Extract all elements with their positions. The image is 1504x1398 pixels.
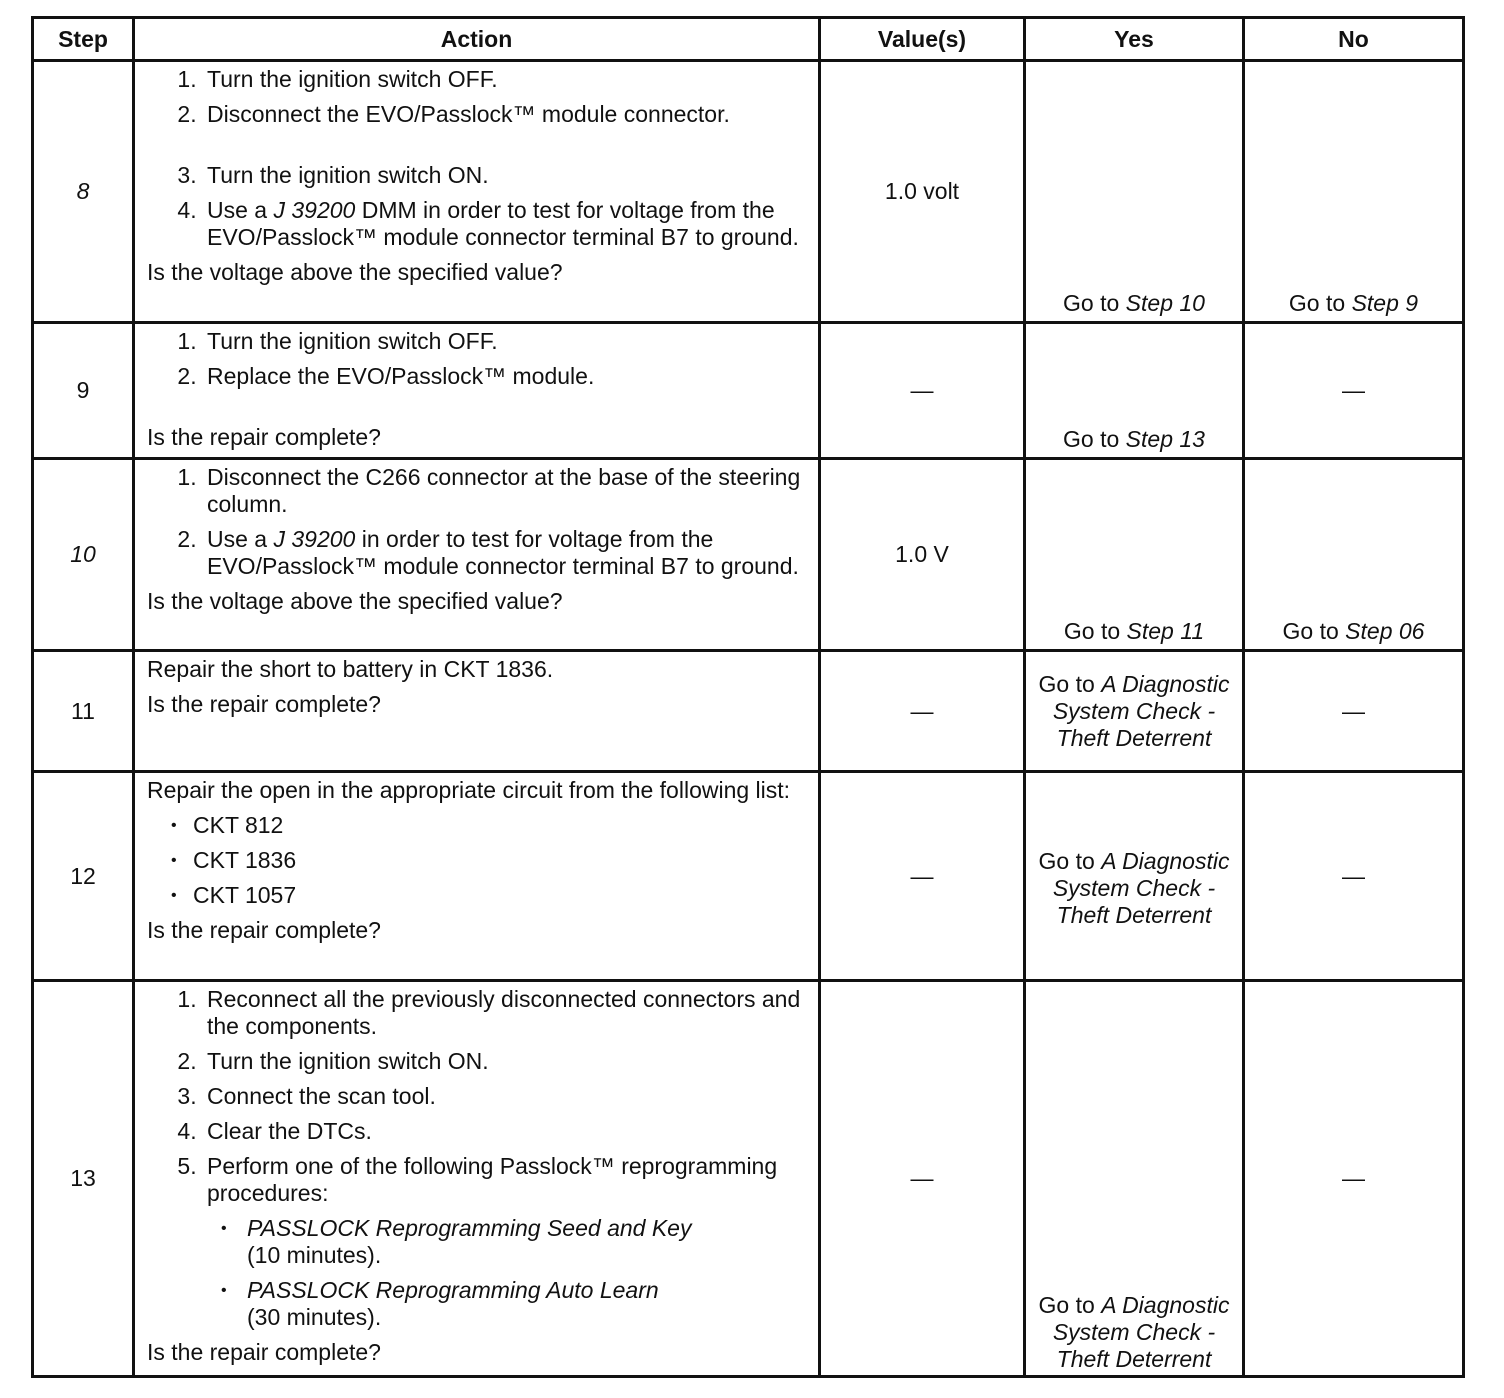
value-cell: —: [820, 651, 1025, 772]
action-item: 1. Disconnect the C266 connector at the base of the steering column.: [203, 464, 806, 518]
header-no: No: [1244, 18, 1464, 61]
value-cell: —: [820, 323, 1025, 459]
header-action: Action: [134, 18, 820, 61]
procedure-link[interactable]: PASSLOCK Reprogramming Auto Learn: [247, 1277, 659, 1303]
yes-cell: Go to A Diagnostic System Check - Theft Deterrent: [1025, 651, 1244, 772]
action-item: 1. Reconnect all the previously disconnected connectors and the components.: [203, 986, 806, 1040]
value-cell: —: [820, 981, 1025, 1377]
step-link[interactable]: A Diagnostic System Check - Theft Deterrent: [1052, 670, 1230, 751]
action-cell: [134, 61, 820, 323]
action-item: 2. Replace the EVO/Passlock™ module.: [203, 363, 806, 390]
step-number: 9: [33, 323, 134, 459]
value-cell: 1.0 V: [820, 459, 1025, 651]
sub-item: • PASSLOCK Reprogramming Seed and Key (10 minutes).: [243, 1215, 806, 1269]
question: Is the repair complete?: [147, 1339, 381, 1365]
action-item: 1. Turn the ignition switch OFF.: [203, 66, 806, 93]
table-row: [33, 323, 1464, 459]
diagnostic-table: [31, 16, 1465, 1378]
action-cell: [134, 459, 820, 651]
action-text: Repair the open in the appropriate circuit from the following list:: [147, 777, 791, 803]
question: Is the voltage above the specified value?: [147, 259, 563, 285]
step-link[interactable]: Step 10: [1125, 290, 1205, 316]
no-cell: —: [1244, 981, 1464, 1377]
question: Is the repair complete?: [147, 424, 381, 450]
no-cell: Go to Step 9: [1244, 61, 1464, 323]
value-cell: 1.0 volt: [820, 61, 1025, 323]
step-link[interactable]: Step 9: [1351, 290, 1419, 316]
value-cell: —: [820, 772, 1025, 981]
action-item: 1. Turn the ignition switch OFF.: [203, 328, 806, 355]
question: Is the repair complete?: [147, 917, 381, 943]
action-item: 2. Turn the ignition switch ON.: [203, 1048, 806, 1075]
action-cell: [134, 651, 820, 772]
yes-cell: Go to A Diagnostic System Check - Theft Deterrent: [1025, 981, 1244, 1377]
step-number: 11: [33, 651, 134, 772]
step-number: 8: [33, 61, 134, 323]
action-cell: [134, 323, 820, 459]
no-cell: —: [1244, 772, 1464, 981]
step-number: 12: [33, 772, 134, 981]
table-row: [33, 459, 1464, 651]
tool-reference: J 39200: [273, 197, 356, 223]
no-cell: —: [1244, 651, 1464, 772]
action-cell: [134, 981, 820, 1377]
yes-cell: Go to A Diagnostic System Check - Theft Deterrent: [1025, 772, 1244, 981]
action-cell: [134, 772, 820, 981]
action-item: 3. Connect the scan tool.: [203, 1083, 806, 1110]
step-link[interactable]: A Diagnostic System Check - Theft Deterrent: [1052, 847, 1230, 928]
bullet-item: • CKT 812: [193, 812, 806, 839]
no-cell: —: [1244, 323, 1464, 459]
header-values: Value(s): [820, 18, 1025, 61]
yes-cell: Go to Step 11: [1025, 459, 1244, 651]
action-item: 3. Turn the ignition switch ON.: [203, 162, 806, 189]
header-yes: Yes: [1025, 18, 1244, 61]
action-item: 4. Use a J 39200 DMM in order to test for voltage from the EVO/Passlock™ module connector terminal B7 to ground.: [203, 197, 806, 251]
yes-cell: Go to Step 10: [1025, 61, 1244, 323]
step-link[interactable]: Step 06: [1345, 618, 1425, 644]
table-row: [33, 61, 1464, 323]
table-row: [33, 772, 1464, 981]
sub-item: • PASSLOCK Reprogramming Auto Learn (30 minutes).: [243, 1277, 806, 1331]
question: Is the voltage above the specified value?: [147, 588, 563, 614]
table-row: [33, 981, 1464, 1377]
header-row: [33, 18, 1464, 61]
step-link[interactable]: Step 11: [1126, 618, 1205, 644]
tool-reference: J 39200: [273, 526, 356, 552]
no-cell: Go to Step 06: [1244, 459, 1464, 651]
procedure-link[interactable]: PASSLOCK Reprogramming Seed and Key: [247, 1215, 692, 1241]
step-link[interactable]: A Diagnostic System Check - Theft Deterrent: [1052, 1292, 1230, 1372]
yes-cell: Go to Step 13: [1025, 323, 1244, 459]
header-step: Step: [33, 18, 134, 61]
action-text: Repair the short to battery in CKT 1836.: [147, 656, 554, 682]
table-row: [33, 651, 1464, 772]
action-item: 5. Perform one of the following Passlock™ reprogramming procedures: • PASSLOCK Reprogramming Seed and Key (10 minutes). • PASSLOCK Reprogramming Auto Learn (30 minutes).: [203, 1153, 806, 1331]
step-link[interactable]: Step 13: [1125, 426, 1205, 452]
action-item: 4. Clear the DTCs.: [203, 1118, 806, 1145]
bullet-item: • CKT 1057: [193, 882, 806, 909]
bullet-item: • CKT 1836: [193, 847, 806, 874]
question: Is the repair complete?: [147, 691, 381, 717]
action-item: 2. Use a J 39200 in order to test for voltage from the EVO/Passlock™ module connector terminal B7 to ground.: [203, 526, 806, 580]
step-number: 13: [33, 981, 134, 1377]
step-number: 10: [33, 459, 134, 651]
action-item: 2. Disconnect the EVO/Passlock™ module connector.: [203, 101, 806, 128]
